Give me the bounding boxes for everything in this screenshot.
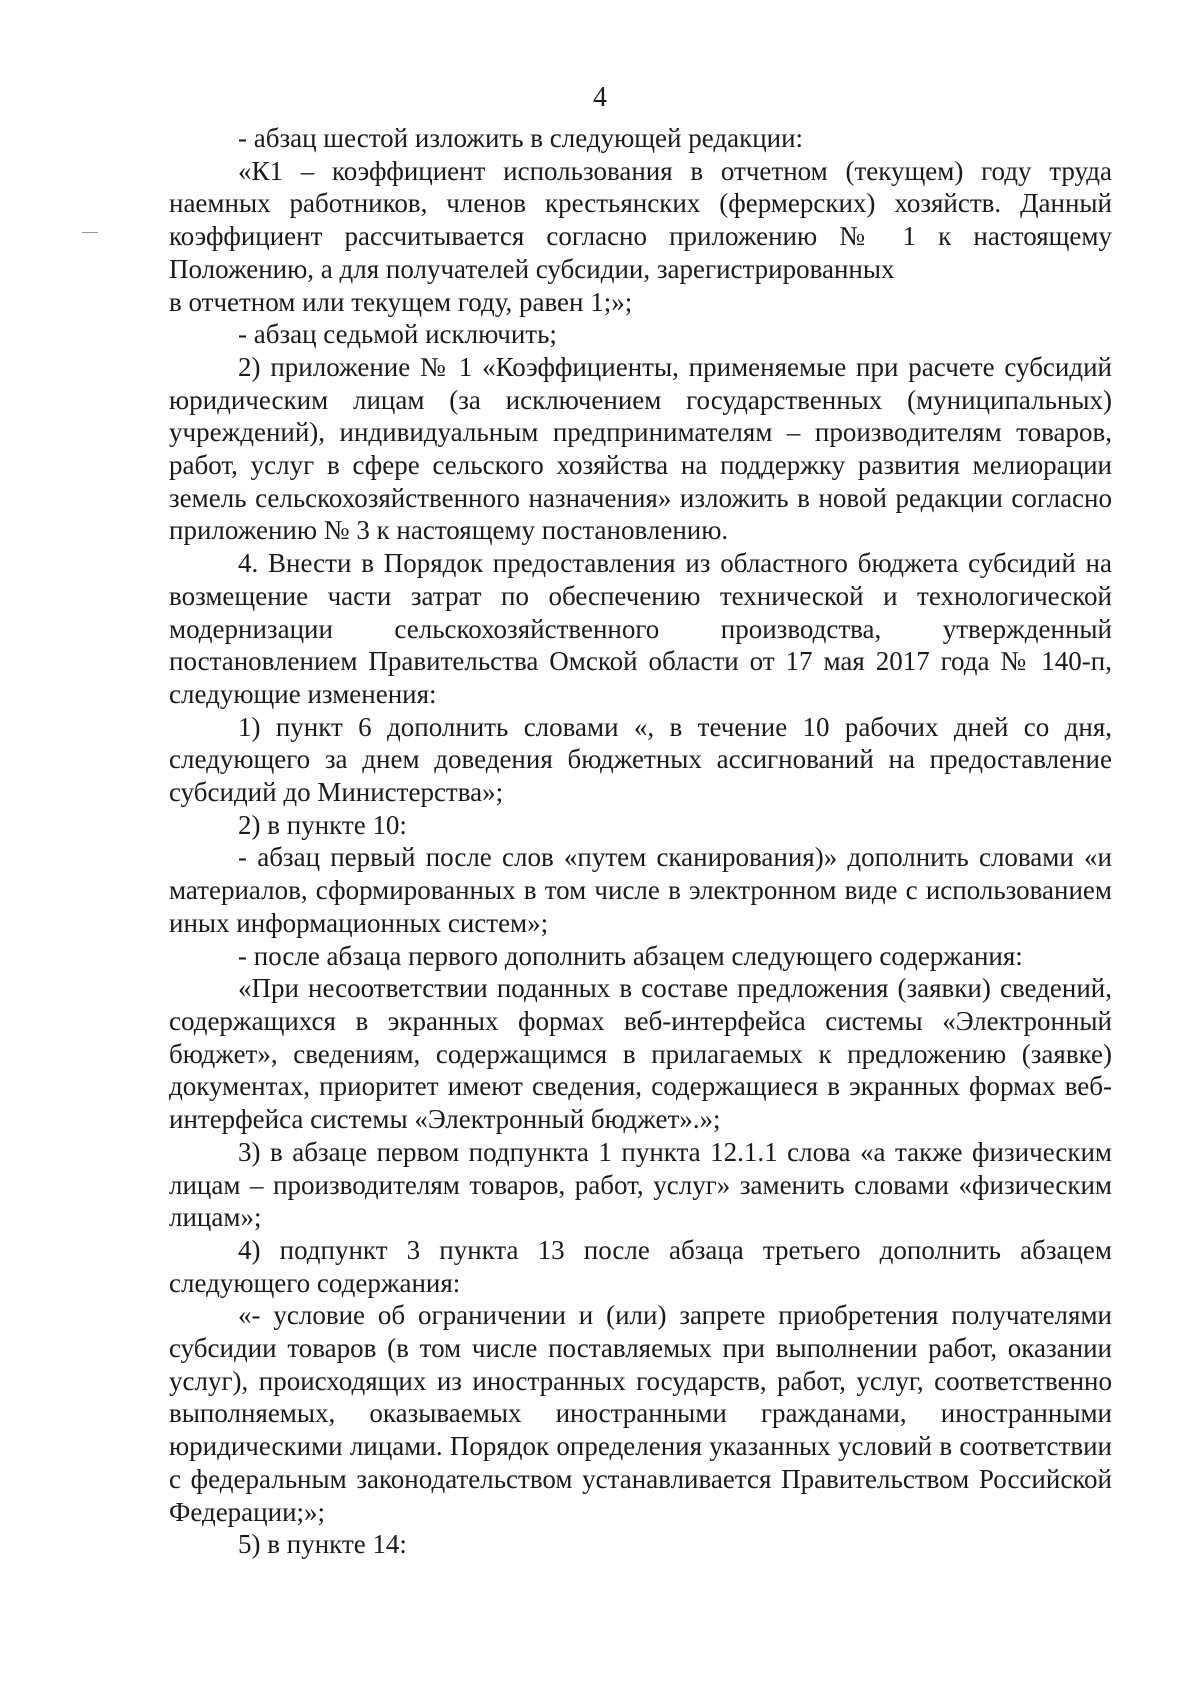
paragraph-quote-discrepancy: «При несоответствии поданных в составе предложения (заявки) сведений, содержащихся в экранных формах веб-интерфейса системы «Электронный бюджет», сведениям, содержащимся в прилагаемых к предложению (заявке) документах, приоритет имеют сведения, содержащиеся в экранных формах веб-интерфейса системы «Электронный бюджет».»; (169, 973, 1112, 1135)
paragraph-after-abzac-first: - после абзаца первого дополнить абзацем следующего содержания: (238, 940, 1023, 971)
paragraph-abzac-7: - абзац седьмой исключить; (238, 319, 557, 350)
page-number: 4 (593, 82, 607, 113)
paragraph-section-4: 4. Внести в Порядок предоставления из областного бюджета субсидий на возмещение части затрат по обеспечению технической и технологической модернизации сельскохозяйственного производства, утвержденный постановлением Правительства Омской области от 17 мая 2017 года № 140-п, следующие изменения: (169, 548, 1112, 709)
paragraph-item-5: 5) в пункте 14: (238, 1529, 407, 1560)
document-body (169, 122, 1112, 1561)
paragraph-abzac-6: - абзац шестой изложить в следующей редакции: (238, 123, 804, 153)
paragraph-k1-definition-end: в отчетном или текущем году, равен 1;»; (169, 286, 633, 317)
paragraph-abzac-first: - абзац первый после слов «путем сканирования)» дополнить словами «и материалов, сформированных в том числе в электронном виде с использованием иных информационных систем»; (169, 842, 1112, 938)
margin-mark (82, 232, 98, 233)
paragraph-k1-definition: «К1 – коэффициент использования в отчетном (текущем) году труда наемных работников, членов крестьянских (фермерских) хозяйств. Данный коэффициент рассчитывается согласно приложению № 1 к настоящему Положению, а для получателей субсидии, зарегистрированных (169, 155, 1112, 284)
paragraph-item-2-appendix: 2) приложение № 1 «Коэффициенты, применяемые при расчете субсидий юридическим лицам (за исключением государственных (муниципальных) учреждений), индивидуальным предпринимателям – производителям товаров, работ, услуг в сфере сельского хозяйства на поддержку развития мелиорации земель сельскохозяйственного назначения» изложить в новой редакции согласно приложению № 3 к настоящему постановлению. (169, 351, 1112, 546)
paragraph-item-2: 2) в пункте 10: (238, 809, 407, 840)
paragraph-item-4: 4) подпункт 3 пункта 13 после абзаца третьего дополнить абзацем следующего содержания: (169, 1234, 1112, 1298)
paragraph-item-3: 3) в абзаце первом подпункта 1 пункта 12.1.1 слова «а также физическим лицам – производителям товаров, работ, услуг» заменить словами «физическим лицам»; (169, 1136, 1112, 1233)
paragraph-quote-restriction: «- условие об ограничении и (или) запрете приобретения получателями субсидии товаров (в том числе поставляемых при выполнении работ, оказании услуг), происходящих из иностранных государств, работ, услуг, соответственно выполняемых, оказываемых иностранными гражданами, иностранными юридическими лицами. Порядок определения указанных условий в соответствии с федеральным законодательством устанавливается Правительством Российской Федерации;»; (169, 1300, 1112, 1527)
paragraph-item-1: 1) пункт 6 дополнить словами «, в течение 10 рабочих дней со дня, следующего за днем доведения бюджетных ассигнований на предоставление субсидий до Министерства»; (169, 711, 1112, 808)
